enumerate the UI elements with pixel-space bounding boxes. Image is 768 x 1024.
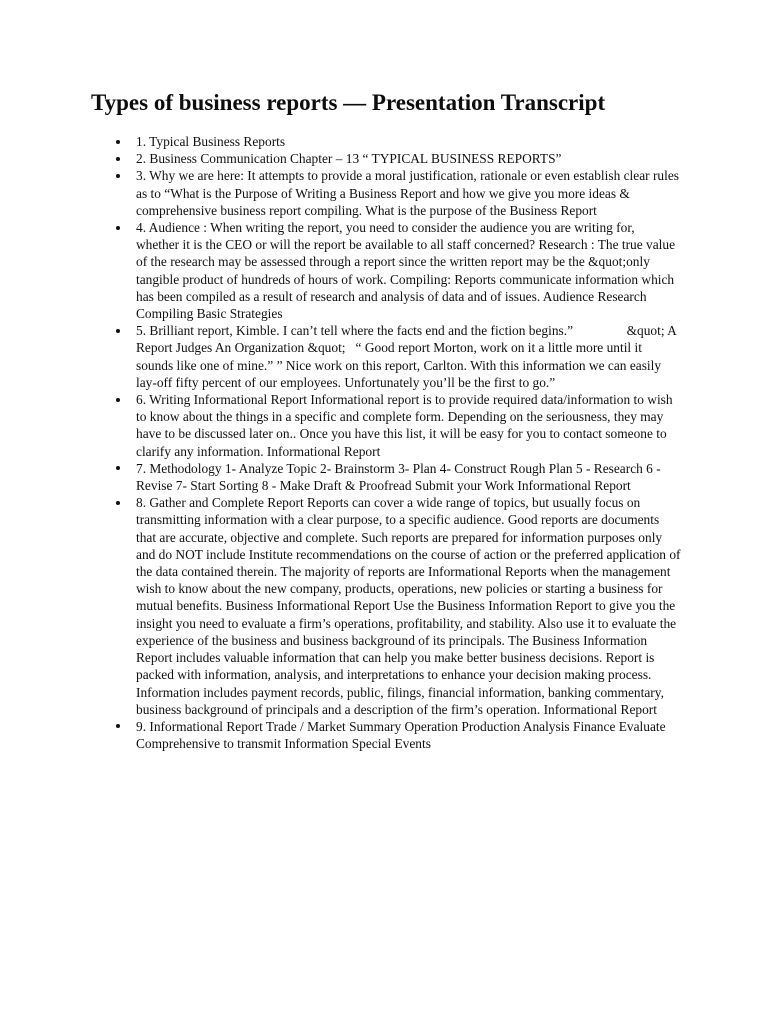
transcript-item-3: 3. Why we are here: It attempts to provide a moral justification, rationale or even establish clear rules as to “What is the Purpose of Writing a Business Report and how we give you more ideas & comprehensive business report compiling. What is the purpose of the Business Report bbox=[136, 168, 679, 218]
transcript-item-6: 6. Writing Informational Report Informational report is to provide required data/information to wish to know about the things in a specific and complete form. Depending on the seriousness, they may have to be discussed later on.. Once you have this list, it will be easy for you to contact someone to clarify any information. Informational Report bbox=[136, 391, 681, 460]
page-title: Types of business reports — Presentation Transcript bbox=[91, 90, 606, 115]
transcript-item-8: 8. Gather and Complete Report Reports can cover a wide range of topics, but usually focus on transmitting information with a clear purpose, to a specific audience. Good reports are documents that are accurate, objective and complete. Such reports are prepared for information purposes only and do NOT include Institute recommendations on the course of action or the preferred application of the data contained therein. The majority of reports are Informational Reports when the management wish to know about the new company, products, operations, new policies or starting a business for mutual benefits. Business Informational Report Use the Business Information Report to give you the insight you need to evaluate a firm’s operations, profitability, and stability. Also use it to evaluate the experience of the business and business background of its principals. The Business Information Report includes valuable information that can help you make better business decisions. Report is packed with information, analysis, and interpretations to enhance your decision making process. Information includes payment records, public, filings, financial information, banking commentary, business background of principals and a description of the firm’s operation. Informational Report bbox=[136, 495, 681, 717]
transcript-item-9: 9. Informational Report Trade / Market Summary Operation Production Analysis Finance Evaluate Comprehensive to transmit Information Special Events bbox=[136, 718, 681, 752]
transcript-item-4: 4. Audience : When writing the report, you need to consider the audience you are writing for, whether it is the CEO or will the report be available to all staff concerned? Research : The true value of the research may be assessed through a report since the written report may be the &quot;only tangible product of hundreds of hours of work. Compiling: Reports communicate information which has been compiled as a result of research and analysis of data and of issues. Audience Research Compiling Basic Strategies bbox=[136, 219, 681, 322]
transcript-item-2: 2. Business Communication Chapter – 13 “ TYPICAL BUSINESS REPORTS” bbox=[136, 150, 681, 167]
transcript-item-1: 1. Typical Business Reports bbox=[136, 133, 681, 150]
transcript-item-7: 7. Methodology 1- Analyze Topic 2- Brainstorm 3- Plan 4- Construct Rough Plan 5 - Research 6 - Revise 7- Start Sorting 8 - Make Draft & Proofread Submit your Work Informational Report bbox=[136, 460, 681, 494]
transcript-item-5: 5. Brilliant report, Kimble. I can’t tell where the facts end and the fiction begins.” &quot; A Report Judges An Organization &quot; “ Good report Morton, work on it a little more until it sounds like one of mine.” ” Nice work on this report, Carlton. With this information we can easily lay-off fifty percent of our employees. Unfortunately you’ll be the first to go.” bbox=[136, 322, 681, 391]
transcript-list bbox=[136, 133, 681, 752]
